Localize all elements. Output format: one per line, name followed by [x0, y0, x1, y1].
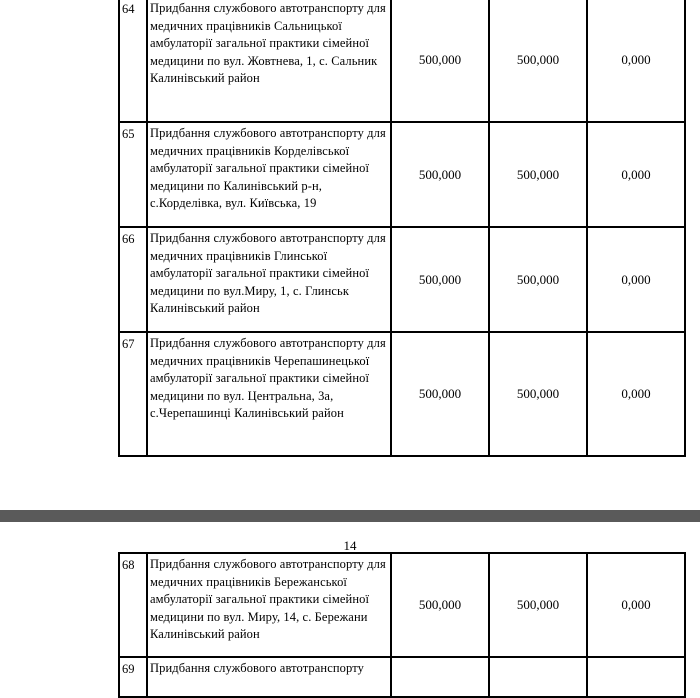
row-number: 64	[119, 0, 147, 122]
budget-table-page-13	[118, 0, 686, 457]
row-number: 65	[119, 122, 147, 227]
page-separator	[0, 510, 700, 522]
row-value-1: 500,000	[391, 0, 489, 122]
row-value-1	[391, 657, 489, 697]
row-description: Придбання службового автотранспорту для медичних працівників Глинської амбулаторії загальної практики сімейної медицини по вул.Миру, 1, с. Глинськ Калинівський район	[147, 227, 391, 332]
table-row	[119, 0, 685, 122]
row-value-3: 0,000	[587, 122, 685, 227]
row-value-2: 500,000	[489, 332, 587, 456]
row-number: 68	[119, 553, 147, 657]
row-number: 69	[119, 657, 147, 697]
row-value-2: 500,000	[489, 553, 587, 657]
row-value-2	[489, 657, 587, 697]
row-value-1: 500,000	[391, 332, 489, 456]
budget-table-page-14	[118, 552, 686, 698]
row-value-3: 0,000	[587, 332, 685, 456]
row-value-1: 500,000	[391, 227, 489, 332]
row-value-3: 0,000	[587, 227, 685, 332]
row-value-3: 0,000	[587, 553, 685, 657]
table-row	[119, 332, 685, 456]
row-value-3	[587, 657, 685, 697]
row-description: Придбання службового автотранспорту для медичних працівників Корделівської амбулаторії загальної практики сімейної медицини по Калинівський р-н, с.Корделівка, вул. Київська, 19	[147, 122, 391, 227]
table-row	[119, 227, 685, 332]
row-value-1: 500,000	[391, 553, 489, 657]
row-value-2: 500,000	[489, 122, 587, 227]
row-number: 66	[119, 227, 147, 332]
row-number: 67	[119, 332, 147, 456]
row-description: Придбання службового автотранспорту для медичних працівників Бережанської амбулаторії загальної практики сімейної медицини по вул. Миру, 14, с. Бережани Калинівський район	[147, 553, 391, 657]
row-description: Придбання службового автотранспорту	[147, 657, 391, 697]
row-value-3: 0,000	[587, 0, 685, 122]
document-page-14	[0, 522, 700, 676]
row-value-2: 500,000	[489, 0, 587, 122]
page-number: 14	[343, 538, 357, 553]
row-value-2: 500,000	[489, 227, 587, 332]
table-row	[119, 657, 685, 697]
row-description: Придбання службового автотранспорту для медичних працівників Сальницької амбулаторії загальної практики сімейної медицини по вул. Жовтнева, 1, с. Сальник Калинівський район	[147, 0, 391, 122]
table-row	[119, 122, 685, 227]
table-row	[119, 553, 685, 657]
row-description: Придбання службового автотранспорту для медичних працівників Черепашинецької амбулаторії загальної практики сімейної медицини по вул. Центральна, 3а, с.Черепашинці Калинівський район	[147, 332, 391, 456]
row-value-1: 500,000	[391, 122, 489, 227]
